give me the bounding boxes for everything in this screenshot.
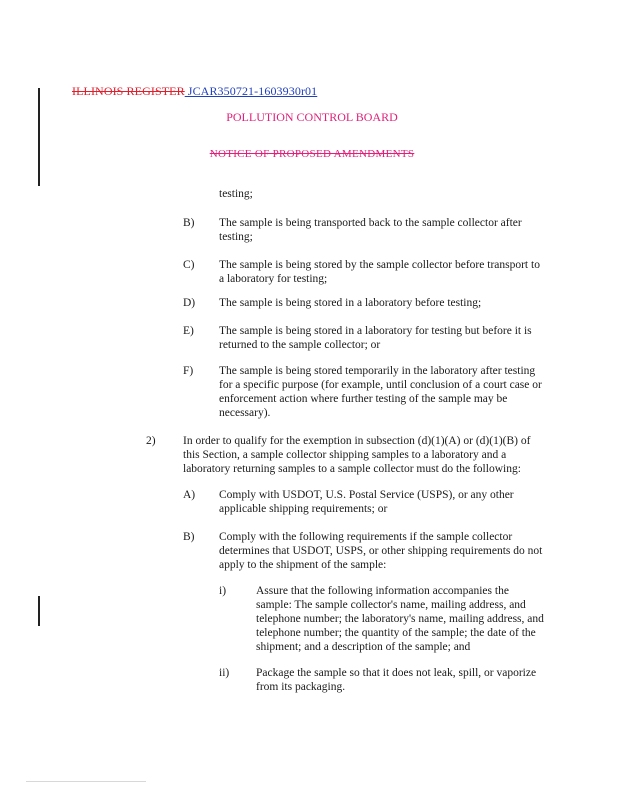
register-title-struck: ILLINOIS REGISTER [72, 84, 185, 98]
register-id-inserted: JCAR350721-1603930r01 [184, 84, 318, 98]
item-label: F) [183, 365, 194, 377]
item-label: B) [183, 217, 195, 229]
item-text: Comply with the following requirements if the sample collector determines that USDOT, USPS, or other shipping requirements do not apply to the shipment of the sample: [219, 531, 543, 571]
board-title: POLLUTION CONTROL BOARD [226, 110, 398, 124]
item-label: B) [183, 531, 195, 543]
notice-title-struck: NOTICE OF PROPOSED AMENDMENTS [209, 148, 415, 160]
change-bar [38, 88, 40, 186]
item-text: The sample is being stored in a laboratory before testing; [219, 297, 482, 309]
register-header [72, 84, 317, 99]
item-label: C) [183, 259, 195, 271]
paragraph-label: 2) [146, 435, 156, 447]
continued-text: testing; [219, 188, 253, 200]
sub-item-label: ii) [219, 667, 230, 679]
item-text: Comply with USDOT, U.S. Postal Service (USPS), or any other applicable shipping requirements; or [219, 489, 514, 515]
item-label: A) [183, 489, 196, 501]
sub-item-text: Package the sample so that it does not leak, spill, or vaporize from its packaging. [256, 667, 537, 693]
change-bar [38, 596, 40, 626]
item-text: The sample is being stored in a laboratory for testing but before it is returned to the sample collector; or [219, 325, 532, 351]
item-text: The sample is being transported back to the sample collector after testing; [219, 217, 522, 243]
item-text: The sample is being stored temporarily in the laboratory after testing for a specific purpose (for example, until conclusion of a court case or enforcement action where further testing of the sample may be necessary). [219, 365, 542, 419]
sub-item-text: Assure that the following information accompanies the sample: The sample collector's name, mailing address, and telephone number; the laboratory's name, mailing address, and telephone number; the quantity of the sample; the date of the shipment; and a description of the sample; and [256, 585, 544, 653]
item-label: D) [183, 297, 196, 309]
item-text: The sample is being stored by the sample collector before transport to a laboratory for testing; [219, 259, 540, 285]
item-label: E) [183, 325, 194, 337]
footer-rule [26, 781, 146, 782]
sub-item-label: i) [219, 585, 227, 597]
paragraph-text: In order to qualify for the exemption in subsection (d)(1)(A) or (d)(1)(B) of this Section, a sample collector shipping samples to a laboratory and a laboratory returning samples to a sample collector must do the following: [183, 435, 531, 475]
